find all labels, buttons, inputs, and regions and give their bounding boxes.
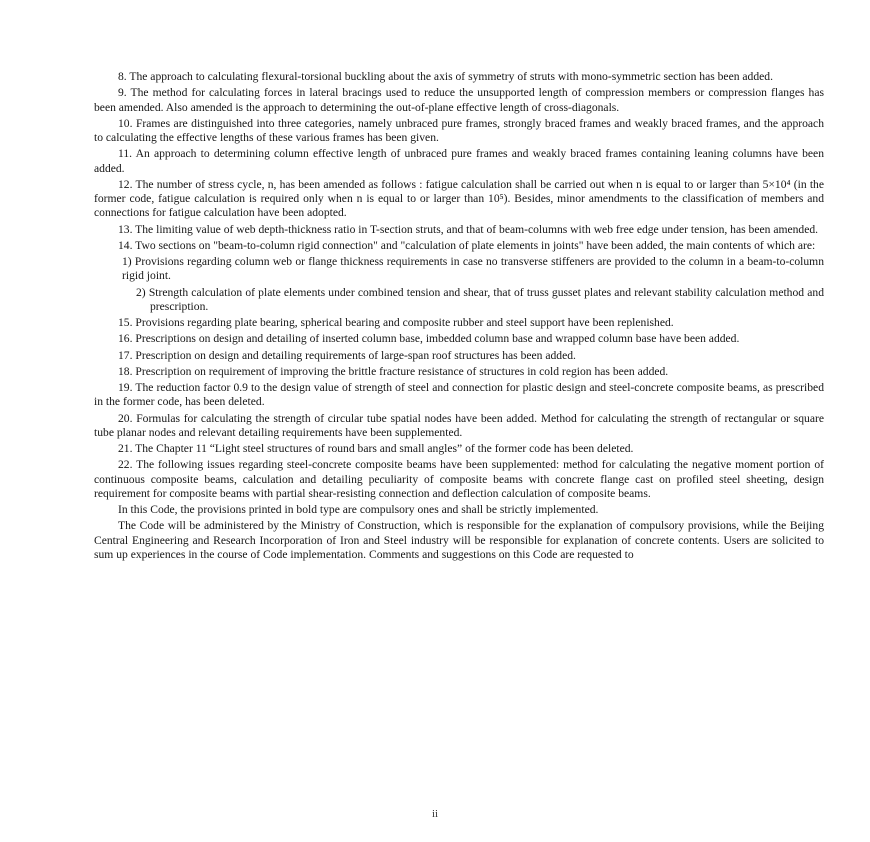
paragraph-item-16: 16. Prescriptions on design and detailing of inserted column base, imbedded column base and wrapped column base have been added. [118,332,740,346]
paragraph-item-12: 12. The number of stress cycle, n, has been amended as follows : fatigue calculation shall be carried out when n is equal to or larger than 5×10⁴ (in the former code, fatigue calculation is required only when n is equal to or larger than 10⁵). Besides, minor amendments to the classification of members and connections for fatigue calculation have been adopted. [94,177,824,220]
paragraph-item-13: 13. The limiting value of web depth-thickness ratio in T-section struts, and that of beam-columns with web free edge under tension, has been amended. [118,222,819,236]
paragraph-item-9: 9. The method for calculating forces in lateral bracings used to reduce the unsupported length of compression members or compression flanges has been amended. Also amended is the approach to determining the out-of-plane effective length of cross-diagonals. [94,86,824,114]
paragraph-item-15: 15. Provisions regarding plate bearing, spherical bearing and composite rubber and steel support have been replenished. [118,316,674,329]
paragraph-subitem-1: 1) Provisions regarding column web or flange thickness requirements in case no transverse stiffeners are provided to the column in a beam-to-column rigid joint. [122,255,824,283]
paragraph-subitem-2: 2) Strength calculation of plate elements under combined tension and shear, that of truss gusset plates and relevant stability calculation method and prescription. [136,285,824,313]
paragraph-administration: The Code will be administered by the Ministry of Construction, which is responsible for the explanation of compulsory provisions, while the Beijing Central Engineering and Research Incorporation of Iron and Steel industry will be responsible for explanation of concrete contents. Users are solicited to sum up experiences in the course of Code implementation. Comments and suggestions on this Code are requested to [94,519,824,561]
paragraph-item-17: 17. Prescription on design and detailing requirements of large-span roof structures has been added. [118,348,576,362]
paragraph-item-19: 19. The reduction factor 0.9 to the design value of strength of steel and connection for plastic design and steel-concrete composite beams, as prescribed in the former code, has been deleted. [94,381,824,409]
paragraph-item-14: 14. Two sections on "beam-to-column rigid connection" and "calculation of plate elements in joints" have been added, the main contents of which are: [118,238,816,252]
paragraph-item-18: 18. Prescription on requirement of improving the brittle fracture resistance of structures in cold region has been added. [118,364,669,378]
document-body [94,70,824,564]
paragraph-item-10: 10. Frames are distinguished into three categories, namely unbraced pure frames, strongly braced frames and weakly braced frames, and the approach to calculating the effective lengths of these various frames has been given. [94,116,824,144]
paragraph-compulsory-note: In this Code, the provisions printed in bold type are compulsory ones and shall be strictly implemented. [118,503,599,516]
page-number: ii [431,808,439,820]
paragraph-item-20: 20. Formulas for calculating the strength of circular tube spatial nodes have been added. Method for calculating the strength of rectangular or square tube planar nodes and relevant detailing requirements have been supplemented. [94,411,824,439]
paragraph-item-21: 21. The Chapter 11 “Light steel structures of round bars and small angles” of the former code has been deleted. [118,442,634,455]
paragraph-item-22: 22. The following issues regarding steel-concrete composite beams have been supplemented: method for calculating the negative moment portion of continuous composite beams, calculation and detailing peculiarity of composite beams with concrete flange cast on profiled steel sheeting, design requirement for composite beams with partial shear-resisting connection and deflection calculation of composite beams. [94,458,824,500]
paragraph-item-11: 11. An approach to determining column effective length of unbraced pure frames and weakly braced frames containing leaning columns have been added. [94,147,824,175]
paragraph-item-8: 8. The approach to calculating flexural-torsional buckling about the axis of symmetry of struts with mono-symmetric section has been added. [118,70,773,83]
